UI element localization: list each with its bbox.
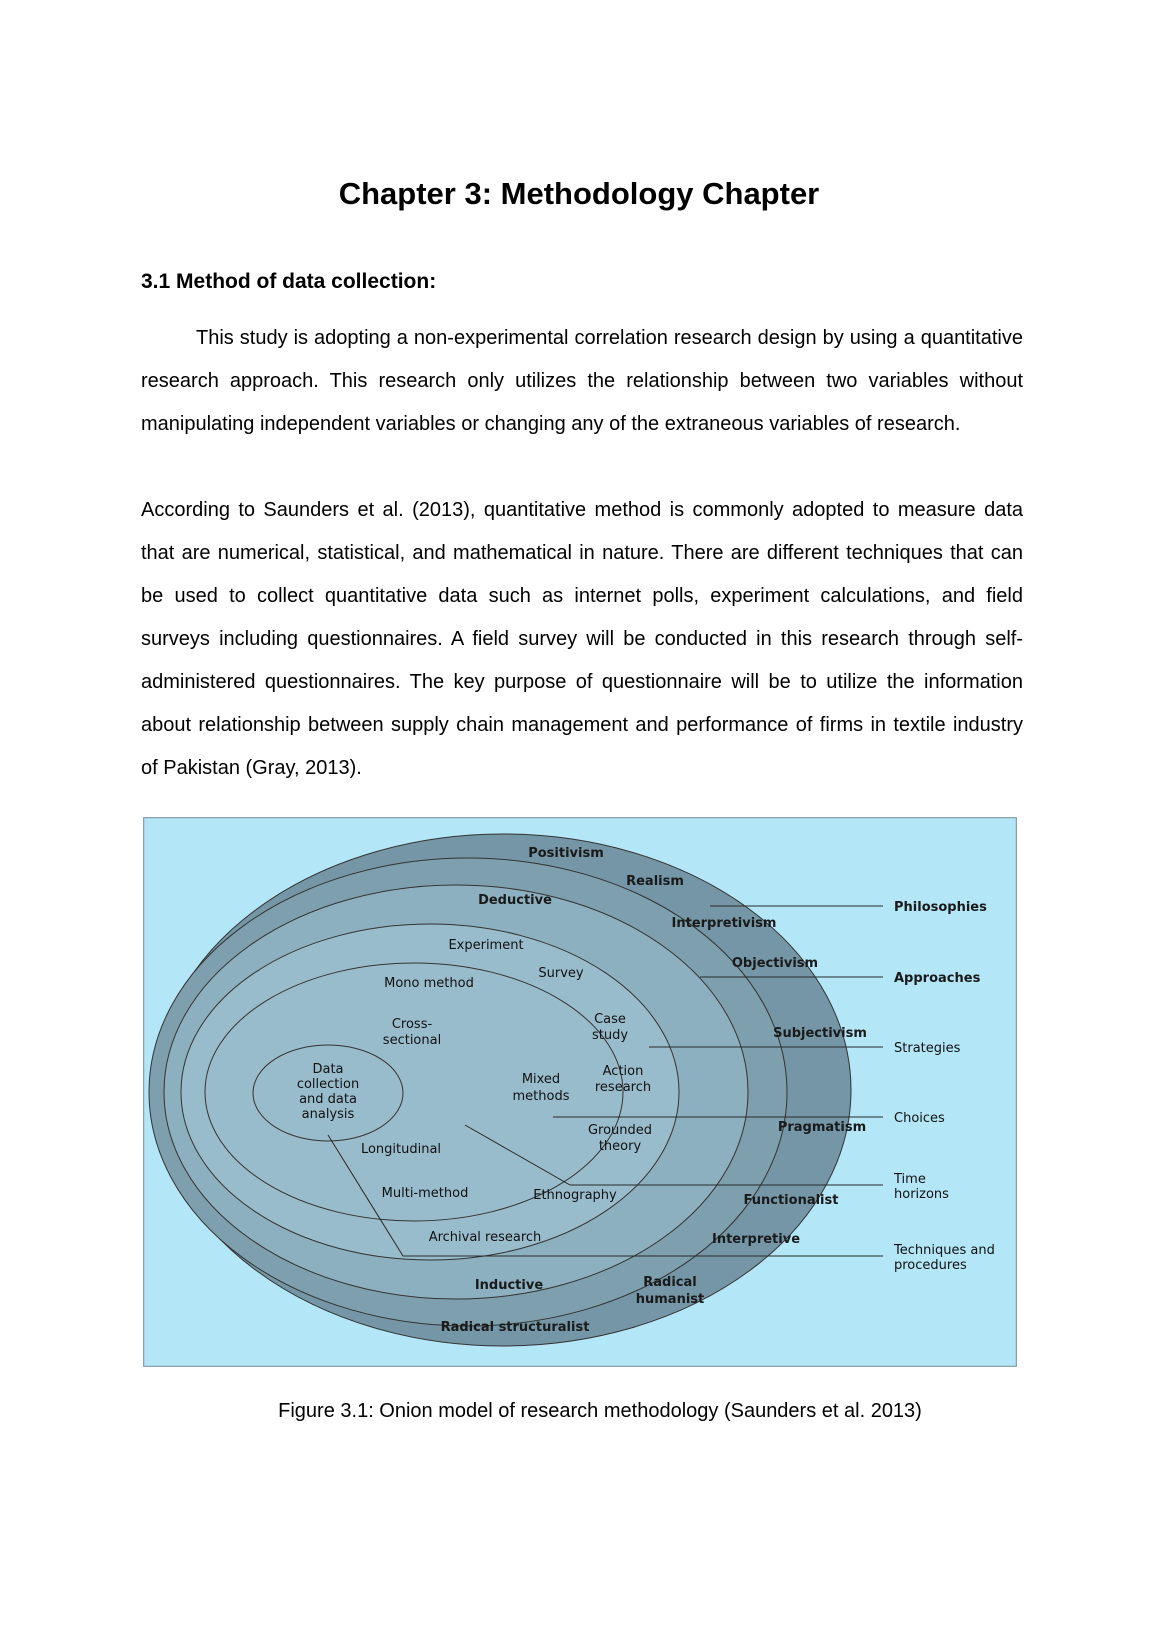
label-cross-sectional-2: sectional xyxy=(382,1033,442,1048)
legend-time-1: Time xyxy=(894,1172,926,1187)
label-interpretive: Interpretive xyxy=(711,1232,801,1247)
label-functionalist: Functionalist xyxy=(743,1193,839,1208)
label-deductive: Deductive xyxy=(478,893,552,908)
legend-strategies: Strategies xyxy=(894,1041,961,1056)
label-interpretivism: Interpretivism xyxy=(671,916,777,931)
label-mixed-1: Mixed xyxy=(521,1072,561,1087)
label-radical-1: Radical xyxy=(643,1275,697,1290)
legend-philosophies: Philosophies xyxy=(894,900,987,915)
label-case-study-2: study xyxy=(591,1028,629,1043)
section-heading: 3.1 Method of data collection: xyxy=(141,270,437,293)
label-data-2: collection xyxy=(296,1077,360,1092)
label-grounded-1: Grounded xyxy=(587,1123,653,1138)
label-radical-structuralist: Radical structuralist xyxy=(440,1320,590,1335)
label-data-4: analysis xyxy=(301,1107,355,1122)
label-cross-sectional-1: Cross- xyxy=(391,1017,433,1032)
paragraph-1: This study is adopting a non-experimental correlation research design by using a quantitative research approach. This research only utilizes the relationship between two variables without manipulating independent variables or changing any of the extraneous variables of research. xyxy=(141,327,1023,435)
legend-choices: Choices xyxy=(894,1111,945,1126)
onion-model-figure xyxy=(143,817,1017,1367)
label-longitudinal: Longitudinal xyxy=(360,1142,442,1157)
label-data-3: and data xyxy=(299,1092,357,1107)
legend-approaches: Approaches xyxy=(894,971,981,986)
label-mono-method: Mono method xyxy=(384,976,474,991)
label-action-1: Action xyxy=(602,1064,644,1079)
label-archival-research: Archival research xyxy=(428,1230,542,1245)
label-multi-method: Multi-method xyxy=(381,1186,469,1201)
label-survey: Survey xyxy=(538,966,584,981)
legend-tech-2: procedures xyxy=(894,1258,967,1273)
label-case-study-1: Case xyxy=(594,1012,626,1027)
label-grounded-2: theory xyxy=(598,1139,642,1154)
chapter-title: Chapter 3: Methodology Chapter xyxy=(338,176,820,211)
label-realism: Realism xyxy=(626,874,684,889)
label-inductive: Inductive xyxy=(474,1278,544,1293)
label-pragmatism: Pragmatism xyxy=(777,1120,867,1135)
figure-caption: Figure 3.1: Onion model of research methodology (Saunders et al. 2013) xyxy=(278,1400,922,1422)
label-objectivism: Objectivism xyxy=(731,956,819,971)
onion-diagram xyxy=(143,817,1017,1367)
legend-tech-1: Techniques and xyxy=(894,1243,995,1258)
legend-time-2: horizons xyxy=(894,1187,949,1202)
label-data-1: Data xyxy=(312,1062,344,1077)
label-ethnography: Ethnography xyxy=(533,1188,617,1203)
label-action-2: research xyxy=(594,1080,652,1095)
label-mixed-2: methods xyxy=(512,1089,570,1104)
paragraph-2: According to Saunders et al. (2013), quantitative method is commonly adopted to measure data that are numerical, statistical, and mathematical in nature. There are different techniques that can be used to collect quantitative data such as internet polls, experiment calculations, and field surveys including questionnaires. A field survey will be conducted in this research through self-administered questionnaires. The key purpose of questionnaire will be to utilize the information about relationship between supply chain management and performance of firms in textile industry of Pakistan (Gray, 2013). xyxy=(141,499,1023,779)
label-radical-2: humanist xyxy=(635,1292,705,1307)
label-positivism: Positivism xyxy=(528,846,604,861)
label-experiment: Experiment xyxy=(448,938,524,953)
label-subjectivism: Subjectivism xyxy=(773,1026,867,1041)
